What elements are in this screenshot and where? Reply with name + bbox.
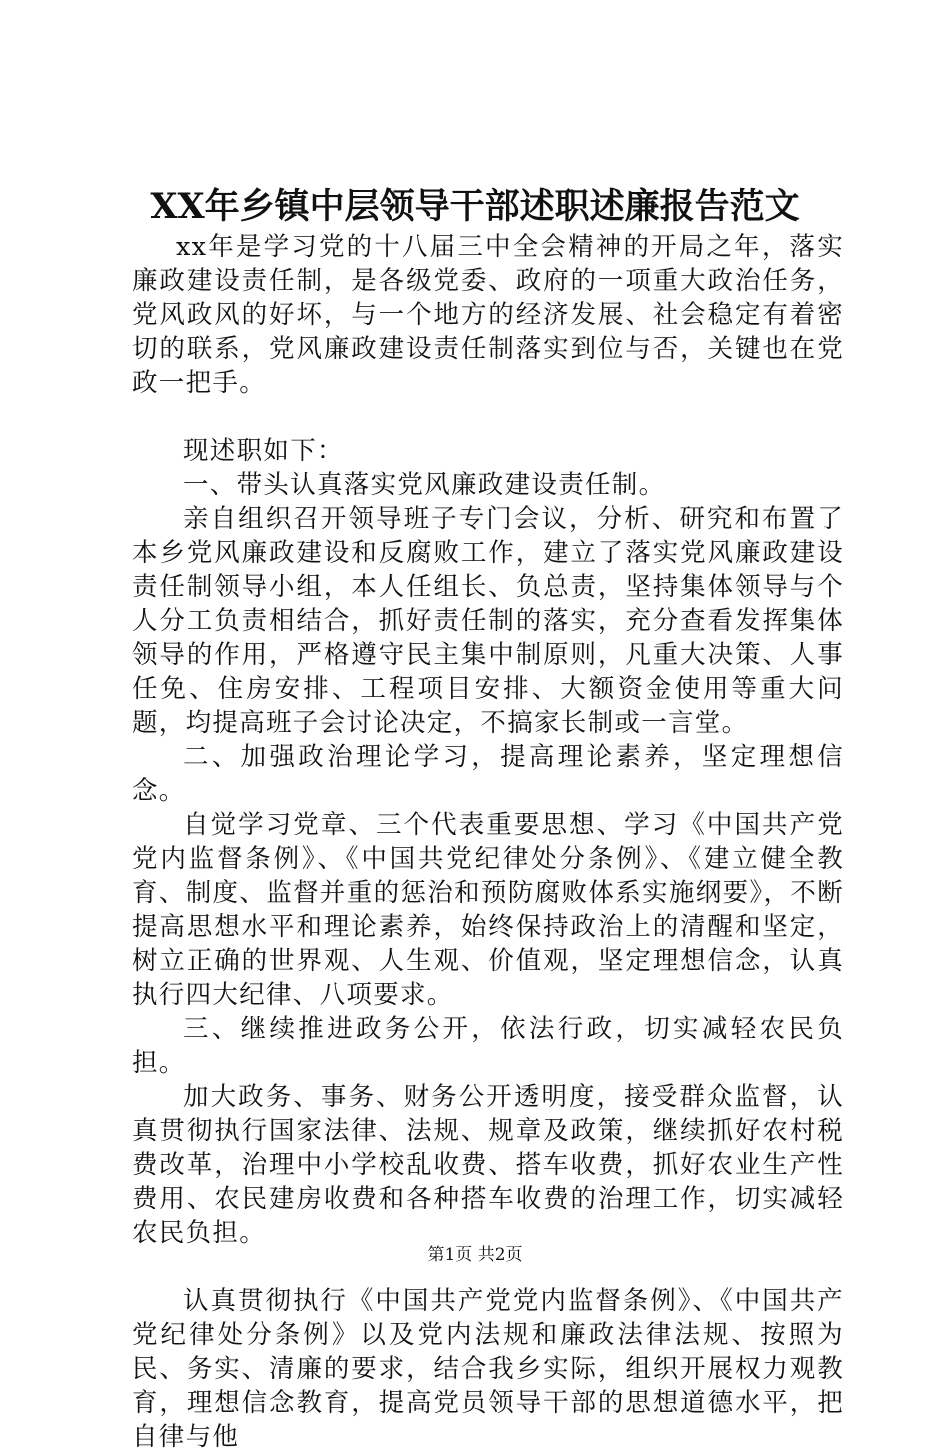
page-footer: 第1页 共2页 xyxy=(427,1245,523,1265)
paragraph-section-2: 自觉学习党章、三个代表重要思想、学习《中国共产党党内监督条例》、《中国共党纪律处分条例》、《建立健全教育、制度、监督并重的惩治和预防腐败体系实施纲要》，不断提高思想水平和理论素养，始终保持政治上的清醒和坚定，树立正确的世界观、人生观、价值观，坚定理想信念，认真执行四大纪律、八项要求。 xyxy=(132,810,844,1010)
document-body xyxy=(132,230,844,1454)
paragraph-continued: 认真贯彻执行《中国共产党党内监督条例》、《中国共产党纪律处分条例》以及党内法规和廉政法律法规、按照为民、务实、清廉的要求，结合我乡实际，组织开展权力观教育，理想信念教育，提高党员领导干部的思想道德水平，把自律与他 xyxy=(132,1286,844,1452)
paragraph-section-3: 加大政务、事务、财务公开透明度，接受群众监督，认真贯彻执行国家法律、法规、规章及政策，继续抓好农村税费改革，治理中小学校乱收费、搭车收费，抓好农业生产性费用、农民建房收费和各种搭车收费的治理工作，切实减轻农民负担。 xyxy=(132,1082,844,1248)
section-heading-1: 一、带头认真落实党风廉政建设责任制。 xyxy=(183,470,666,500)
section-heading-3: 三、继续推进政务公开，依法行政，切实减轻农民负担。 xyxy=(132,1014,844,1078)
paragraph-section-1: 亲自组织召开领导班子专门会议，分析、研究和布置了本乡党风廉政建设和反腐败工作，建立了落实党风廉政建设责任制领导小组，本人任组长、负总责，坚持集体领导与个人分工负责相结合，抓好责任制的落实，充分查看发挥集体领导的作用，严格遵守民主集中制原则，凡重大决策、人事任免、住房安排、工程项目安排、大额资金使用等重大问题，均提高班子会讨论决定，不搞家长制或一言堂。 xyxy=(132,504,844,738)
document-title: XX年乡镇中层领导干部述职述廉报告范文 xyxy=(150,186,800,227)
paragraph-intro: xx年是学习党的十八届三中全会精神的开局之年，落实廉政建设责任制，是各级党委、政府的一项重大政治任务，党风政风的好坏，与一个地方的经济发展、社会稳定有着密切的联系，党风廉政建设责任制落实到位与否，关键也在党政一把手。 xyxy=(132,232,844,398)
paragraph-lead-in: 现述职如下： xyxy=(183,436,344,466)
section-heading-2: 二、加强政治理论学习，提高理论素养，坚定理想信念。 xyxy=(132,742,844,806)
